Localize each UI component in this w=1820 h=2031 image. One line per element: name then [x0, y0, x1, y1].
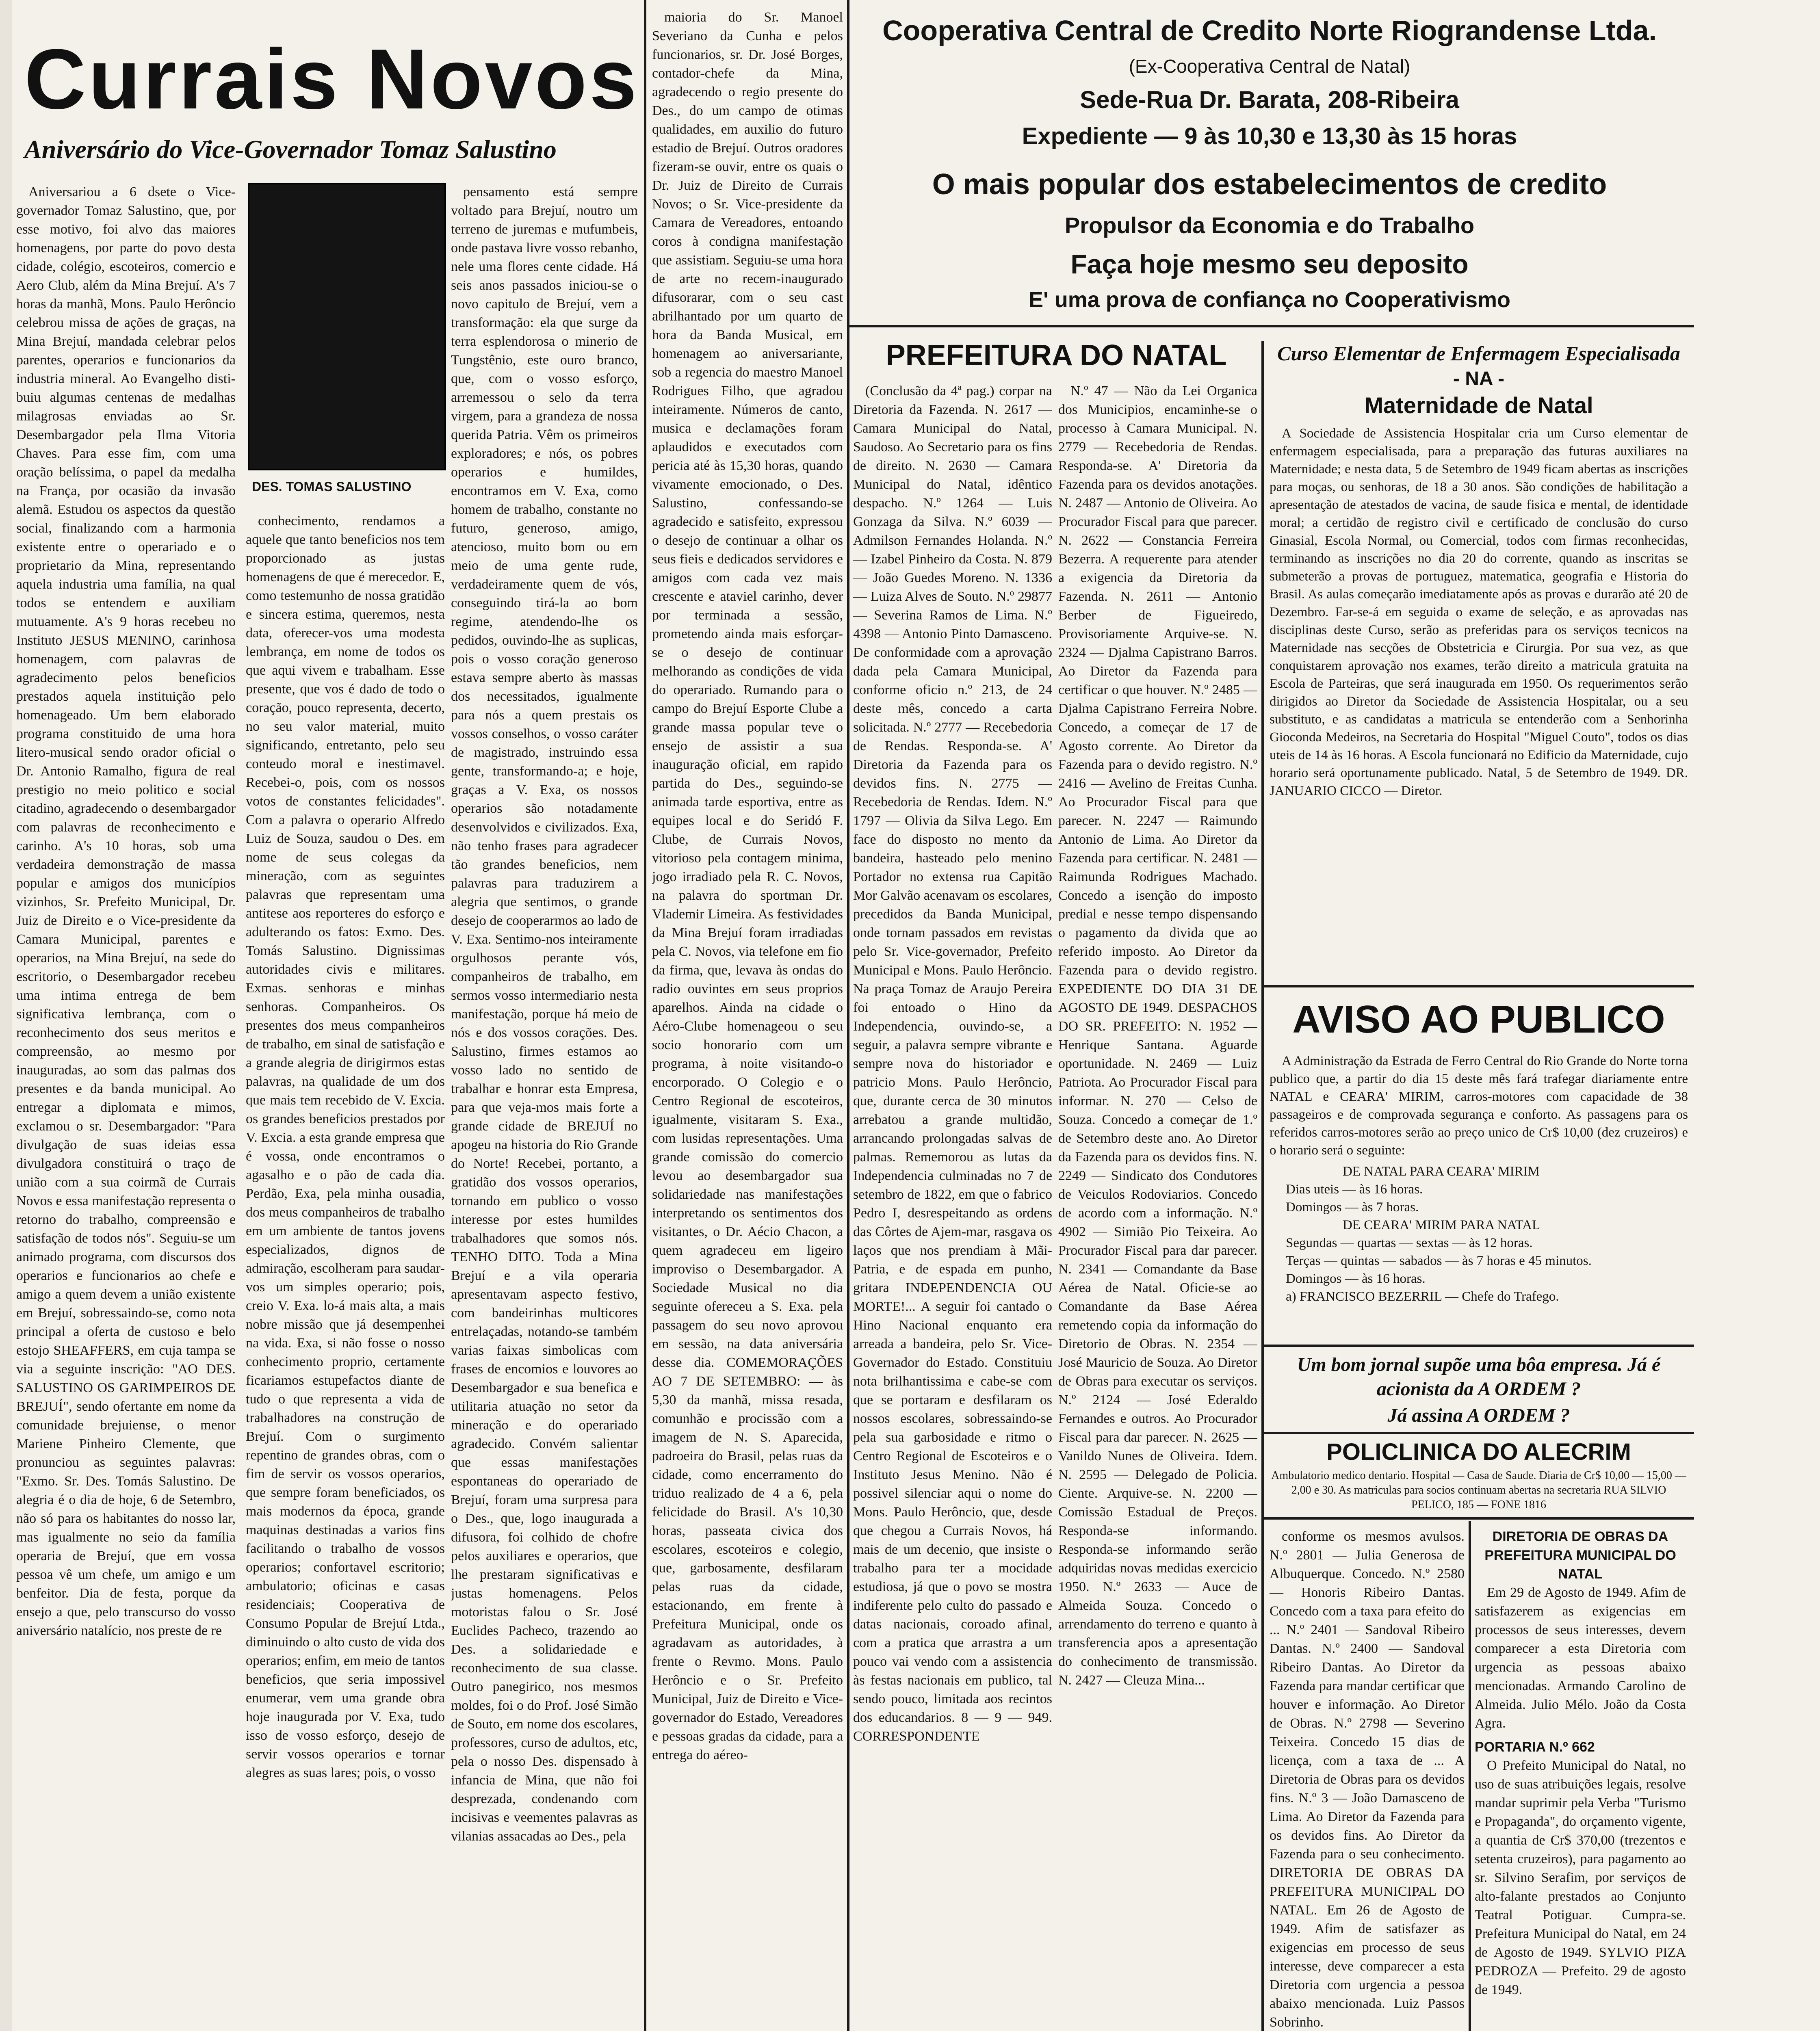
- aviso-line: a) FRANCISCO BEZERRIL — Chefe do Trafego.: [1286, 1289, 1559, 1304]
- aviso-text: A Administração da Estrada de Ferro Central do Rio Grande do Norte torna publico que, a partir do dia 15 deste mês fará trafegar diariamente entre NATAL e CEARA' MIRIM, carros-motores com capacidade de 38 passageiros e de comprovada segurança e conforto. As passagens para os referidos carros-motores serão ao preço unico de Cr$ 10,00 (dez cruzeiros) e o horario será o seguinte:: [1270, 1054, 1688, 1158]
- coop-slogan: E' uma prova de confiança no Cooperativismo: [1028, 288, 1511, 312]
- column-rule: [644, 0, 646, 2031]
- prefeitura-text: N.º 47 — Não da Lei Organica dos Municipios, encaminhe-se o processo à Camara Municipal. N. 2779 — Recebedoria de Rendas. Responda-se. A' Diretoria da Fazenda para os devidos anotações. N. 2487 — Antonio de Oliveira. Ao Procurador Fiscal para que parecer. N. 2622 — Constancia Ferreira Bezerra. A requerente para atender a exigencia da Diretoria da Fazenda. N. 2611 — Antonio Berber de Figueiredo, Provisoriamente Arquive-se. N. 2324 — Djalma Capistrano Barros. Ao Diretor da Fazenda para certificar o que houver. N.º 2485 — Djalma Capistrano Ferreira Nobre. Concedo, a começar de 17 de Agosto corrente. Ao Diretor da Fazenda para o devido registro. N.º 2416 — Avelino de Freitas Cunha. Ao Procurador Fiscal para que parecer. N. 2247 — Raimundo Antonio de Lima. Ao Diretor da Fazenda para certificar. N. 2481 — Raimunda Rodrigues Machado. Concedo a isenção do imposto predial e nesse tempo dispensando o pagamento da divida que ao referido imposto. Ao Diretor da Fazenda para o devido registro. EXPEDIENTE DO DIA 31 DE AGOSTO DE 1949. DESPACHOS DO SR. PREFEITO: N. 1952 — Henrique Santana. Aguarde oportunidade. N. 2469 — Luiz Patriota. Ao Procurador Fiscal para informar. N. 270 — Celso de Souza. Concedo a começar de 1.º de Setembro deste ano. Ao Diretor da Fazenda para os devidos fins. N. 2249 — Sindicato dos Condutores de Veiculos Rodoviarios. Concedo de acordo com a informação. N.º 4902 — Simião Pio Teixeira. Ao Procurador Fiscal para dar parecer. N. 2341 — Comandante da Base Aérea de Natal. Oficie-se ao Comandante da Base Aérea remetendo copia da informação do Diretorio de Obras. N. 2354 — José Mauricio de Souza. Ao Diretor de Obras para executar os serviços. N.º 2124 — José Ederaldo Fernandes e outros. Ao Procurador Fiscal para dar parecer. N. 2625 — Vanildo Nunes de Oliveira. Idem. N. 2595 — Delegado de Policia. Ciente. Arquive-se. N. 2200 — Comissão Estadual de Preços. Responda-se informando. Responda-se informando serão adquiridas novas medidas exercicio 1950. N.º 2633 — Auce de Almeida Souza. Concedo o arrendamento do terreno e quanto à transferencia apos a apresentação do conhecimento de transmissão. N. 2427 — Cleuza Mina...: [1058, 383, 1257, 1688]
- enfermagem-text: A Sociedade de Assistencia Hospitalar cria um Curso elementar de enfermagem especialisada, para a preparação das futuras auxiliares na Maternidade; e nesta data, 5 de Setembro de 1949 ficam abertas as inscrições para moças, ou senhoras, de 18 a 30 anos. São condições de habilitação a apresentação de atestados de vacina, de saude fisica e mental, de identidade moral; a certidão de registro civil e certificado de conclusão do curso Ginasial, Escola Normal, ou Comercial, todos com firmas reconhecidas, terminando as inscrições no dia 20 do corrente, quando as inscritas se submeterão a provas de portuguez, matematica, geografia e Historia do Brasil. As aulas começarão imediatamente após as provas e durarão até 20 de Dezembro. Far-se-á em seguida o exame de seleção, e as aprovadas nas disciplinas deste Curso, serão as preferidas para os serviços tecnicos na Maternidade nas secções de Obstetricia e Cirurgia. Por sua vez, as que conquistarem aprovação nos exames, terão direito a matricula gratuita na Escola de Parteiras, que será inaugurada em 1950. Os requerimentos serão dirigidos ao Diretor da Sociedade de Assistencia Hospitalar, ou a seu substituto, e as candidatas a matricula se entenderão com a Senhorinha Gioconda Medeiros, na Secretaria do Hospital "Miguel Couto", todos os dias uteis de 14 às 16 horas. A Escola funcionará no Edificio da Maternidade, cujo horario será oportunamente publicado. Natal, 5 de Setembro de 1949. DR. JANUARIO CICCO — Diretor.: [1270, 426, 1688, 798]
- aviso-title: AVISO AO PUBLICO: [1292, 998, 1665, 1041]
- article-column-2: [246, 512, 445, 2031]
- section-rule: [1263, 1432, 1694, 1434]
- obras-text: Em 29 de Agosto de 1949. Afim de satisfazerem as exigencias em processos de seus interesses, devem comparecer a esta Diretoria com urgencia as pessoas abaixo mencionadas. Armando Carolino de Almeida. Julio Mélo. João da Costa Agra.: [1475, 1585, 1686, 1731]
- aviso-line: Segundas — quartas — sextas — às 12 horas.: [1286, 1236, 1533, 1250]
- aviso-line: DE CEARA' MIRIM PARA NATAL: [1343, 1218, 1540, 1232]
- prefeitura-title: PREFEITURA DO NATAL: [886, 339, 1227, 372]
- article-text: Aniversariou a 6 dsete o Vice-governador Tomaz Salustino, que, por esse motivo, foi alvo das maiores homenagens, por parte do povo desta cidade, colégio, escoteiros, comercio e Aero Club, além da Mina Brejuí. A's 7 horas da manhã, Mons. Paulo Herôncio celebrou missa de ações de graças, na Mina Brejuí, mandada celebrar pelos parentes, operarios e funcionarios da industria mineral. Ao Evangelho disti- buiu algumas centenas de medalhas milagrosas enviadas ao Sr. Desembargador pela Ilma Vitoria Chaves. Para esse fim, com uma oração belíssima, o papel da medalha na França, por ocasião da invasão alemã. Estudou os aspectos da questão social, finalizando com a harmonia existente entre o operariado e o proprietario da Mina, representando aquela industria uma família, na qual todos se entendem e auxiliam mutuamente. A's 9 horas recebeu no Instituto JESUS MENINO, carinhosa homenagem, com palavras de agradecimento pelos beneficios prestados aquela instituição pelo homenageado. Um bem elaborado programa constituido de uma hora litero-musical sendo orador oficial o Dr. Antonio Ramalho, figura de real prestigio no meio politico e social citadino, agradecendo o desembargador com palavras de reconhecimento e carinho. A's 10 horas, sob uma verdadeira demonstração de massa popular e amigos dos municípios vizinhos, Sr. Prefeito Municipal, Dr. Juiz de Direito e o Vice-presidente da Camara Municipal, parentes e operarios, na Mina Brejuí, na sede do escritorio, o Desembargador recebeu uma intima entrega de bem significativa lembrança, com o reconhecimento dos seus meritos e compreensão, ao mesmo por inauguradas, ao som das palmas dos presentes e da banda municipal. Ao entregar a diplomata e mimos, exclamou o sr. Desembargador: "Para divulgação de suas ideias essa divulgadora constituirá o traço de união com a sua coirmã de Currais Novos e essa manifestação representa o retorno do trabalho, compreensão e satisfação de todos nós". Seguiu-se um animado programa, com discursos dos operarios e funcionarios ao chefe e amigo a quem devem a união existente em Brejuí, sobressaindo-se, como nota principal a oferta de custoso e belo estojo SHEAFFERS, em cuja tampa se via a seguinte inscrição: "AO DES. SALUSTINO OS GARIMPEIROS DE BREJUÍ", sendo ofertante em nome da comunidade brejuiense, o menor Mariene Pinheiro Clemente, que pronunciou as seguintes palavras: "Exmo. Sr. Des. Tomás Salustino. De alegria é o dia de hoje, 6 de Setembro, não só para os habitantes do nosso lar, mas igualmente no seio da família operaria de Brejuí, que em vossa pessoa vê um chefe, um amigo e um benfeitor. Dia de festa, porque da ensejo a que, pelo transcurso do vosso aniversário natalício, nos preste de re: [16, 184, 236, 1638]
- article-subtitle: Aniversário do Vice-Governador Tomaz Salustino: [24, 135, 557, 164]
- section-rule: [1263, 1517, 1694, 1520]
- aviso-line: Terças — quintas — sabados — às 7 horas e 45 minutos.: [1286, 1254, 1592, 1268]
- jornal-promo: Um bom jornal supõe uma bôa empresa. Já é acionista da A ORDEM ?: [1297, 1354, 1661, 1400]
- coop-name: Cooperativa Central de Credito Norte Riograndense Ltda.: [882, 15, 1657, 46]
- article-column-3: [451, 183, 638, 2031]
- jornal-promo: Já assina A ORDEM ?: [1387, 1405, 1570, 1426]
- aviso-line: Domingos — às 7 horas.: [1286, 1200, 1419, 1215]
- column-rule: [1469, 1521, 1471, 2031]
- article-text: maioria do Sr. Manoel Severiano da Cunha e pelos funcionarios, sr. Dr. José Borges, contador-chefe da Mina, agradecendo o regio presente do Des., do um campo de otimas qualidades, em auxilio do futuro estadio de Brejuí. Outros oradores fizeram-se ouvir, entre os quais o Dr. Juiz de Direito de Currais Novos; o Sr. Vice-presidente da Camara de Vereadores, entoando coros à condigna manifestação que assistiam. Seguiu-se uma hora de arte no recem-inaugurado difusorarar, com o seu cast abrilhantado por um quarto de hora da Banda Musical, em homenagem ao aniversariante, sob a regencia do maestro Manoel Rodrigues Filho, que agradou inteiramente. Números de canto, musica e declamações foram aplaudidos e executados com pericia até às 15,30 horas, quando vivamente emocionado, o Des. Salustino, confessando-se agradecido e satisfeito, expressou o desejo de continuar a olhar os seus fieis e dedicados servidores e amigos com cada vez mais crescente e ataviel carinho, dever por terminada a sessão, prometendo ainda mais esforçar-se o desejo de continuar melhorando as condições de vida do operariado. Rumando para o campo do Brejuí Esporte Clube a grande massa popular teve o ensejo de assistir a sua inauguração oficial, em rapido partida do Des., seguindo-se animada tarde esportiva, entre as equipes local e do Seridó F. Clube, de Currais Novos, vitorioso pela contagem minima, jogo irradiado pela R. C. Novos, na palavra do sportman Dr. Vlademir Limeira. As festividades da Mina Brejuí foram irradiadas pela C. Novos, via telefone em fio da firma, que, levava às ondas do radio ouvintes em seus proprios aparelhos. Ainda na cidade o Aéro-Clube homenageou o seu socio honorario com um programa, à noite visitando-o encorporado. O Colegio e o Centro Regional de escoteiros, igualmente, visitaram S. Exa., com lusidas representações. Uma grande comissão do comercio levou ao desembargador sua solidariedade nas manifestações interpretando os sentimentos dos visitantes, o Dr. Aécio Chacon, a quem agradeceu em ligeiro improviso o Desembargador. A Sociedade Musical no dia seguinte ofereceu a S. Exa. pela passagem do seu novo aprovou em sessão, na data aniversária desse dia. COMEMORAÇÕES AO 7 DE SETEMBRO: — às 5,30 da manhã, missa resada, comunhão e procissão com a imagem de N. S. Aparecida, padroeira do Brasil, pelas ruas da cidade, como encerramento do triduo realizado de 4 a 6, pela felicidade do Brasil. A's 10,30 horas, passeata civica dos escolares, escoteiros e colegio, que, garbosamente, desfilaram pelas ruas da cidade, estacionando, em frente à Prefeitura Municipal, onde os agradavam as autoridades, à frente o Revmo. Mons. Paulo Herôncio e o Sr. Prefeito Municipal, Juiz de Direito e Vice-governador do Estado, Vereadores e pessoas gradas da cidade, para a entrega do aéreo-: [652, 10, 843, 1763]
- aviso-line: Dias uteis — às 16 horas.: [1286, 1182, 1423, 1197]
- section-rule: [1263, 1345, 1694, 1347]
- article-text: conhecimento, rendamos a aquele que tanto beneficios nos tem proporcionado as justas homenagens de que é merecedor. E, como testemunho de nossa gratidão e sincera estima, queremos, nesta data, oferecer-vos uma modesta lembrança, em nome de todos os que aqui vivem e trabalham. Esse presente, que vos é dado de todo o coração, pouco representa, decerto, no seu valor material, muito significando, entretanto, pelo seu conteudo moral e inestimavel. Recebei-o, pois, com os nossos votos de constantes felicidades". Com a palavra o operario Alfredo Luiz de Souza, saudou o Des. em nome de seus colegas da mineração, com as seguintes palavras que representam uma antitese aos reporteres do esforço e adulterando os fatos: Exmo. Des. Tomás Salustino. Dignissimas autoridades civis e militares. Exmas. senhoras e minhas senhoras. Companheiros. Os presentes dos meus companheiros de trabalho, em sinal de satisfação e a grande alegria de dirigirmos estas palavras, na qualidade de um dos que mais tem recebido de V. Excia. os grandes beneficios prestados por V. Excia. a esta grande empresa que é vossa, onde encontramos o agasalho e o pão de cada dia. Perdão, Exa, pela minha ousadia, dos meus companheiros de trabalho em um ambiente de tantos jovens especializados, dignos de admiração, escolheram para saudar-vos um simples operario; pois, creio V. Exa. lo-á mais alta, a mais nobre missão que já desempenhei na vida. Exa, si não fosse o nosso conhecimento proprio, certamente ficariamos estupefactos diante de tudo o que representa a vida de trabalhadores na construção de Brejuí. Com o surgimento repentino de grandes obras, com o fim de servir os vossos operarios, que sempre foram beneficiados, os mais modernos da época, grande maquinas destinadas a varios fins facilitando o trabalho de vossos operarios; confortavel escritorio; ambulatorio; oficinas e casas residenciais; Cooperativa de Consumo Popular de Brejuí Ltda., diminuindo o alto custo de vida dos operarios; enfim, em meio de tantos beneficios, que seria impossivel enumerar, vem uma grande obra hoje inaugurada por V. Exa, tudo isso de vosso esforço, desejo de servir vossos operarios e tornar alegres as suas lares; pois, o vosso: [246, 513, 445, 1780]
- enfermagem-body: [1270, 424, 1688, 979]
- policlinica-body: [1270, 1468, 1688, 1512]
- lower-right-column-1: [1270, 1527, 1465, 2031]
- photo-caption: DES. TOMAS SALUSTINO: [252, 479, 412, 494]
- portrait-photo: [248, 183, 446, 470]
- article-column-1: [16, 183, 236, 2031]
- prefeitura-column-1: [853, 382, 1052, 2031]
- article-text: pensamento está sempre voltado para Brejuí, noutro um terreno de juremas e mufumbeis, onde pastava livre vosso rebanho, nele uma flores cente cidade. Há seis anos passados iniciou-se o novo capitulo de Brejuí, vem a transformação: ela que surge da terra esplendorosa o minerio de Tungstênio, este ouro branco, que, com o vosso esforço, arremessou o selo da terra virgem, para a grandeza de nossa querida Patria. Vêm os primeiros exploradores; e nós, os pobres operarios e humildes, encontramos em V. Exa, como homem de trabalho, constante no futuro, generoso, amigo, atencioso, muito bom ou em meio de uma gente rude, verdadeiramente quem de vós, conseguindo tirá-la ao bom regime, atendendo-lhe os pedidos, ouvindo-lhe as suplicas, pois o vosso coração generoso estava sempre aberto às massas dos necessitados, igualmente para nós a quem prestais os vossos conselhos, o vosso caráter de magistrado, instruindo essa gente, transformando-a; e hoje, graças a V. Exa, os nossos operarios são notadamente desenvolvidos e civilizados. Exa, não tenho frases para agradecer tão grandes beneficios, nem palavras para traduzirem a alegria que sentimos, o grande desejo de cooperarmos ao lado de V. Exa. Sentimo-nos inteiramente orgulhosos perante vós, companheiros de trabalho, em sermos vosso intermediario nesta manifestação, porque há meio de nós e dos vossos corações. Des. Salustino, firmes estamos ao vosso lado no sentido de trabalhar e honrar esta Empresa, para que veja-mos mais forte a grande cidade de BREJUÍ no apogeu na historia do Rio Grande do Norte! Recebei, portanto, a gratidão dos vossos operarios, tornando em publico o vosso interesse por estes humildes trabalhadores que somos nós. TENHO DITO. Toda a Mina Brejuí e a vila operaria apresentavam aspecto festivo, com bandeirinhas multicores entrelaçadas, notando-se também varias faixas simbolicas com frases de encomios e louvores ao Desembargador e sua benefica e utilitaria atuação no setor da mineração e do operariado agradecido. Convém salientar que essas manifestações espontaneas do operariado de Brejuí, foram uma surpresa para o Des., que, logo inaugurada a difusora, foi colhido de chofre pelos auxiliares e operarios, que lhe prestaram significativas e justas homenagens. Pelos motoristas falou o Sr. José Euclides Pacheco, trazendo ao Des. a solidariedade e reconhecimento de sua classe. Outro panegirico, nos mesmos moldes, foi o do Prof. José Simão de Souto, em nome dos escolares, professores, curso de adultos, etc, pela o nosso Des. dispensado à infancia de Mina, que não foi desprezada, condenando com incisivas e veementes palavras as vilanias assacadas ao Des., pela: [451, 184, 638, 1844]
- policlinica-text: Ambulatorio medico dentario. Hospital — Casa de Saude. Diaria de Cr$ 10,00 — 15,00 — 2,00 e 30. As matriculas para socios continuam abertas na secretaria RUA SILVIO PELICO, 185 — FONE 1816: [1271, 1469, 1686, 1511]
- enfermagem-title: Curso Elementar de Enfermagem Especialisada: [1277, 342, 1680, 365]
- obras-title: DIRETORIA DE OBRAS DA PREFEITURA MUNICIPAL DO NATAL: [1484, 1529, 1676, 1582]
- enfermagem-title-na: - NA -: [1453, 368, 1505, 390]
- enfermagem-title-maternidade: Maternidade de Natal: [1364, 392, 1593, 418]
- lower-right-text: conforme os mesmos avulsos. N.º 2801 — Julia Generosa de Albuquerque. Concedo. N.º 2580 — Honoris Ribeiro Dantas. Concedo com a taxa para efeito do ... N.º 2401 — Sandoval Ribeiro Dantas. N.º 2400 — Sandoval Ribeiro Dantas. Ao Diretor da Fazenda para mandar certificar que houver e informação. Ao Diretor de Obras. N.º 2798 — Severino Teixeira. Concedo 15 dias de licença, com a taxa de ... A Diretoria de Obras para os devidos fins. N.º 3 — João Damasceno de Lima. Ao Diretor da Fazenda para os devidos fins. Ao Diretor da Fazenda para o seu conhecimento. DIRETORIA DE OBRAS DA PREFEITURA MUNICIPAL DO NATAL. Em 26 de Agosto de 1949. Afim de satisfazer as exigencias em processo de seus interesse, deve comparecer a esta Diretoria com urgencia a pessoa abaixo mencionada. Luiz Passos Sobrinho.: [1270, 1529, 1465, 2030]
- aviso-line: DE NATAL PARA CEARA' MIRIM: [1343, 1164, 1540, 1179]
- aviso-body: [1270, 1052, 1688, 1306]
- prefeitura-column-2: [1058, 382, 1257, 2031]
- city-title: Currais Novos: [24, 31, 639, 127]
- portaria-text: O Prefeito Municipal do Natal, no uso de suas atribuições legais, resolve mandar suprimir pela Verba "Turismo e Propaganda", do orçamento vigente, a quantia de Cr$ 370,00 (trezentos e setenta cruzeiros), para pagamento ao sr. Silvino Serafim, por serviços de alto-falante prestados ao Conjunto Teatral Potiguar. Cumpra-se. Prefeitura Municipal do Natal, em 24 de Agosto de 1949. SYLVIO PIZA PEDROZA — Prefeito. 29 de agosto de 1949.: [1475, 1758, 1686, 1997]
- policlinica-title: POLICLINICA DO ALECRIM: [1326, 1439, 1631, 1465]
- section-rule: [1263, 985, 1694, 987]
- article-column-4: [652, 8, 843, 2031]
- coop-address: Sede-Rua Dr. Barata, 208-Ribeira: [1080, 86, 1459, 113]
- lower-right-column-2: [1475, 1527, 1686, 2031]
- coop-slogan: O mais popular dos estabelecimentos de credito: [932, 168, 1607, 201]
- coop-slogan: Propulsor da Economia e do Trabalho: [1064, 212, 1475, 238]
- coop-hours: Expediente — 9 às 10,30 e 13,30 às 15 horas: [1022, 123, 1517, 149]
- aviso-line: Domingos — às 16 horas.: [1286, 1271, 1426, 1286]
- portaria-title: PORTARIA N.º 662: [1475, 1739, 1595, 1755]
- coop-subtitle: (Ex-Cooperativa Central de Natal): [1129, 56, 1410, 77]
- page-edge: [0, 0, 12, 2031]
- prefeitura-text: (Conclusão da 4ª pag.) corpar na Diretoria da Fazenda. N. 2617 — Camara Municipal do Natal, Saudoso. Ao Secretario para os fins de direito. N. 2630 — Camara Municipal do Natal, idêntico despacho. N.º 1264 — Luis Gonzaga da Silva. N.º 6039 — Admilson Fernandes Holanda. N.º — Izabel Pinheiro da Costa. N. 879 — João Guedes Moreno. N. 1336 — Luiza Alves de Souto. N.º 29877 — Severina Ramos de Lima. N.º 4398 — Antonio Pinto Damasceno. De conformidade com a aprovação dada pela Camara Municipal, conforme oficio n.º 213, de 24 deste mês, concedo a carta solicitada. N.º 2777 — Recebedoria de Rendas. Responda-se. A' Diretoria da Fazenda para os devidos fins. N. 2775 — Recebedoria de Rendas. Idem. N.º 1797 — Olivia da Silva Lego. Em face do disposto no mento da bandeira, hasteado pelo menino Portador no extensa rua Capitão Mor Galvão acenavam os escolares, precedidos da Banda Municipal, onde tornam passados em revistas pelo Sr. Vice-governador, Prefeito Municipal e Mons. Paulo Herôncio. Na praça Tomaz de Araujo Pereira foi entoado o Hino da Independencia, ouvindo-se, a seguir, a palavra sempre vibrante e sempre nova do historiador e patricio Mons. Paulo Herôncio, que, durante cerca de 30 minutos arrebatou a grande multidão, arrancando prolongadas salvas de palmas. Rememorou as lutas da Independencia culminadas no 7 de setembro de 1822, em que o fabrico Pedro I, desrespeitando as ordens das Côrtes de Ajem-mar, rasgava os laços que nos prendiam à Mãi-Patria, e de espada em punho, gritara INDEPENDENCIA OU MORTE!... A seguir foi cantado o Hino Nacional enquanto era arreada a bandeira, pelo Sr. Vice-Governador do Estado. Constituiu nota brilhantissima e cabe-se com que se portaram e desfilaram os nossos escolares, sobressaindo-se pela sua garbosidade e ritmo o Centro Regional de Escoteiros e o Instituto Jesus Menino. Não é possivel silenciar aqui o nome do Mons. Paulo Herôncio, que, desde que chegou a Currais Novos, há mais de um decenio, que insiste o trabalho para ter a mocidade estudiosa, já que o povo se mostra indiferente pelo culto do passado e datas nacionais, coroado afinal, com a pratica que arrastra a um pouco vai vendo com a assistencia às festas nacionais em publico, tal sendo pouco, limitada aos recintos dos educandarios. 8 — 9 — 949. CORRESPONDENTE: [853, 383, 1052, 1744]
- column-rule: [847, 0, 849, 2031]
- section-rule: [849, 325, 1694, 327]
- coop-slogan: Faça hoje mesmo seu deposito: [1070, 249, 1469, 279]
- column-rule: [1261, 341, 1264, 2031]
